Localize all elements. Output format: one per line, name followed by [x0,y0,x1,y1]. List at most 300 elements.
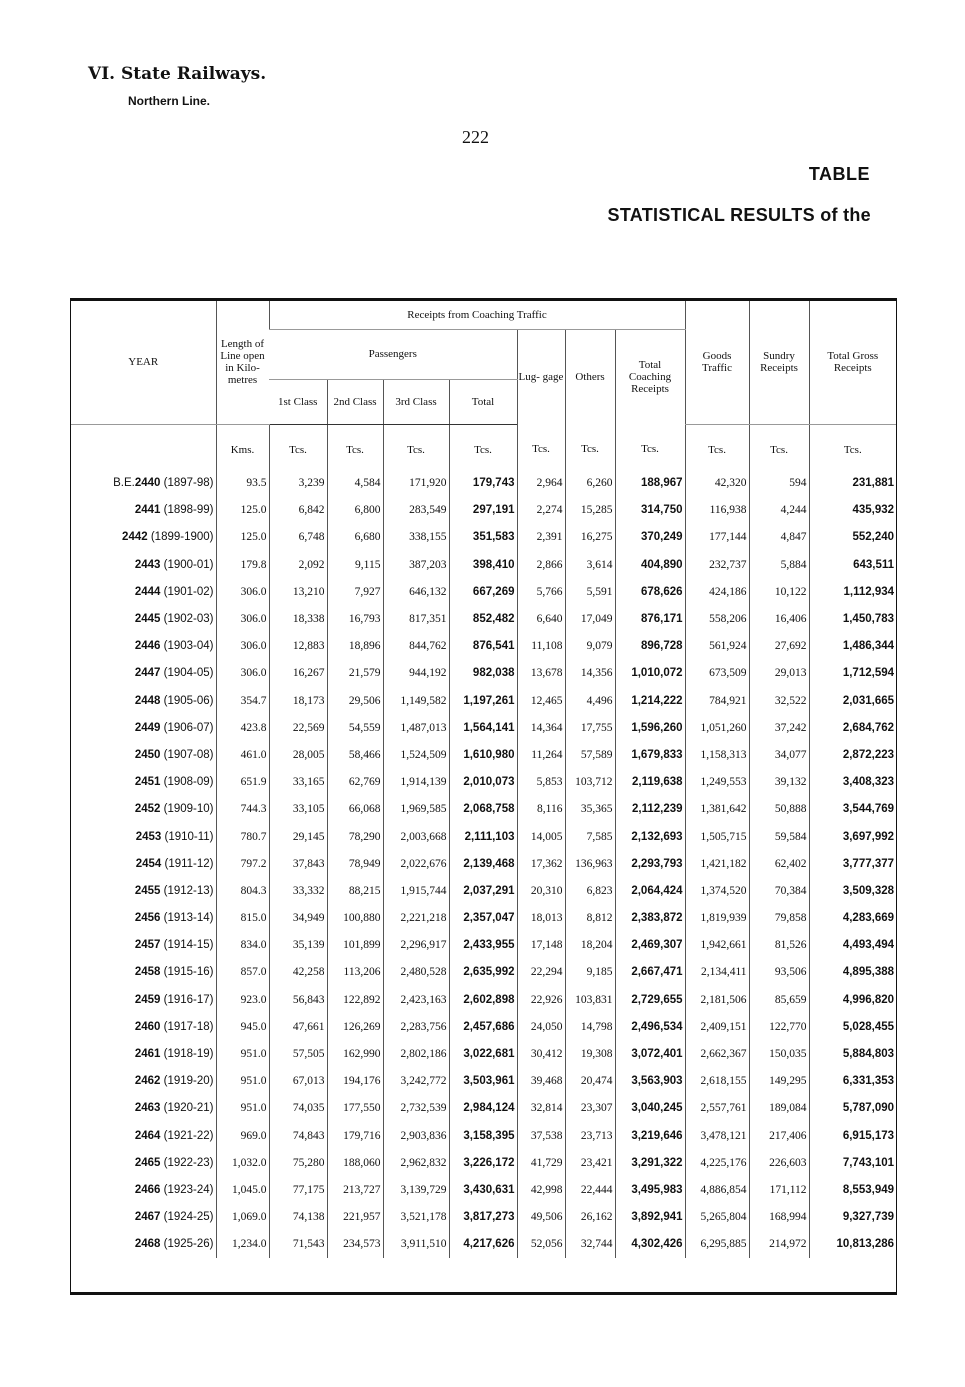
luggage-cell: 20,310 [517,877,565,904]
table-row [71,497,896,524]
gross-cell: 1,112,934 [809,578,896,605]
length-cell: 354.7 [216,687,269,714]
goods-cell: 3,478,121 [685,1122,749,1149]
table-row [71,986,896,1013]
others-cell: 32,744 [565,1231,615,1258]
second-class-cell: 101,899 [327,932,383,959]
passengers-total-cell: 2,139,468 [449,850,517,877]
gross-cell: 2,684,762 [809,714,896,741]
others-cell: 8,812 [565,905,615,932]
first-class-cell: 74,035 [269,1095,327,1122]
sundry-cell: 50,888 [749,796,809,823]
year-cell [71,687,216,714]
length-cell: 923.0 [216,986,269,1013]
passengers-total-cell: 398,410 [449,551,517,578]
second-class-cell: 21,579 [327,660,383,687]
gross-cell: 1,712,594 [809,660,896,687]
table-row [71,877,896,904]
gross-cell: 10,813,286 [809,1231,896,1258]
total-coaching-cell: 2,064,424 [615,877,685,904]
second-class-cell: 6,800 [327,497,383,524]
goods-cell: 2,557,761 [685,1095,749,1122]
year-cell [71,741,216,768]
year-cell [71,1231,216,1258]
length-cell: 93.5 [216,470,269,497]
total-coaching-cell: 2,496,534 [615,1013,685,1040]
third-class-cell: 1,915,744 [383,877,449,904]
gross-cell: 5,028,455 [809,1013,896,1040]
first-class-cell: 75,280 [269,1149,327,1176]
goods-cell: 116,938 [685,497,749,524]
total-coaching-cell: 2,667,471 [615,959,685,986]
second-class-cell: 54,559 [327,714,383,741]
table-row [71,823,896,850]
table-row [71,796,896,823]
others-cell: 6,823 [565,877,615,904]
others-cell: 103,831 [565,986,615,1013]
header-passengers-total: Total [449,379,517,424]
others-cell: 103,712 [565,769,615,796]
header-year: YEAR [71,301,216,424]
year-cell [71,605,216,632]
buddhist-era-year: 2454 [135,857,162,870]
sundry-cell: 37,242 [749,714,809,741]
length-cell: 857.0 [216,959,269,986]
first-class-cell: 33,165 [269,769,327,796]
others-cell: 4,496 [565,687,615,714]
length-cell: 744.3 [216,796,269,823]
table-row [71,1095,896,1122]
total-coaching-cell: 188,967 [615,470,685,497]
first-class-cell: 33,105 [269,796,327,823]
passengers-total-cell: 2,635,992 [449,959,517,986]
goods-cell: 4,225,176 [685,1149,749,1176]
year-cell [71,1204,216,1231]
length-cell: 969.0 [216,1122,269,1149]
total-coaching-cell: 2,293,793 [615,850,685,877]
table-label: TABLE [808,164,870,184]
table-subtitle: STATISTICAL RESULTS of the [607,205,871,225]
buddhist-era-year: 2468 [134,1238,161,1251]
header-length: Length of Line open in Kilo- metres [216,301,269,424]
buddhist-era-year: 2446 [134,640,161,653]
passengers-total-cell: 2,010,073 [449,769,517,796]
first-class-cell: 37,843 [269,850,327,877]
year-cell [71,932,216,959]
table-row [71,1040,896,1067]
third-class-cell: 338,155 [383,524,449,551]
unit-cell [71,424,216,470]
third-class-cell: 1,149,582 [383,687,449,714]
goods-cell: 2,662,367 [685,1040,749,1067]
year-cell [71,1068,216,1095]
table-row [71,769,896,796]
unit-cell: Tcs. [749,424,809,470]
first-class-cell: 16,267 [269,660,327,687]
length-cell: 1,234.0 [216,1231,269,1258]
passengers-total-cell: 1,610,980 [449,741,517,768]
others-cell: 20,474 [565,1068,615,1095]
passengers-total-cell: 2,433,955 [449,932,517,959]
sundry-cell: 217,406 [749,1122,809,1149]
sundry-cell: 27,692 [749,633,809,660]
year-period: (1898-99) [163,504,214,517]
luggage-cell: 17,148 [517,932,565,959]
luggage-cell: 12,465 [517,687,565,714]
first-class-cell: 74,138 [269,1204,327,1231]
passengers-total-cell: 4,217,626 [449,1231,517,1258]
gross-cell: 6,915,173 [809,1122,896,1149]
year-cell [71,660,216,687]
year-period: (1919-20) [163,1075,214,1088]
total-coaching-cell: 3,892,941 [615,1204,685,1231]
gross-cell: 2,031,665 [809,687,896,714]
year-cell [71,796,216,823]
total-coaching-cell: 2,112,239 [615,796,685,823]
gross-cell: 6,331,353 [809,1068,896,1095]
year-cell [71,877,216,904]
sundry-cell: 4,244 [749,497,809,524]
total-coaching-cell: 2,729,655 [615,986,685,1013]
passengers-total-cell: 2,602,898 [449,986,517,1013]
luggage-cell: 30,412 [517,1040,565,1067]
length-cell: 951.0 [216,1095,269,1122]
unit-cell: Tcs. [809,424,896,470]
buddhist-era-year: 2450 [134,748,161,761]
table-row [71,660,896,687]
length-cell: 306.0 [216,578,269,605]
others-cell: 3,614 [565,551,615,578]
third-class-cell: 283,549 [383,497,449,524]
luggage-cell: 11,264 [517,741,565,768]
unit-cell: Tcs. [449,424,517,470]
third-class-cell: 2,962,832 [383,1149,449,1176]
passengers-total-cell: 3,817,273 [449,1204,517,1231]
second-class-cell: 7,927 [327,578,383,605]
second-class-cell: 234,573 [327,1231,383,1258]
total-coaching-cell: 3,219,646 [615,1122,685,1149]
total-coaching-cell: 4,302,426 [615,1231,685,1258]
gross-cell: 5,884,803 [809,1040,896,1067]
buddhist-era-year: 2463 [134,1102,161,1115]
sundry-cell: 189,084 [749,1095,809,1122]
year-period: (1923-24) [163,1183,214,1196]
total-coaching-cell: 2,119,638 [615,769,685,796]
year-period: (1904-05) [163,667,214,680]
total-coaching-cell: 3,563,903 [615,1068,685,1095]
buddhist-era-year: 2452 [134,803,161,816]
buddhist-era-year: 2464 [134,1129,161,1142]
others-cell: 136,963 [565,850,615,877]
year-period: (1902-03) [163,613,214,626]
year-prefix: B.E. [113,477,135,490]
passengers-total-cell: 3,022,681 [449,1040,517,1067]
goods-cell: 558,206 [685,605,749,632]
goods-cell: 673,509 [685,660,749,687]
year-period: (1910-11) [164,830,214,843]
others-cell: 14,798 [565,1013,615,1040]
goods-cell: 784,921 [685,687,749,714]
goods-cell: 1,051,260 [685,714,749,741]
luggage-cell: 2,274 [517,497,565,524]
passengers-total-cell: 2,984,124 [449,1095,517,1122]
second-class-cell: 9,115 [327,551,383,578]
gross-cell: 3,697,992 [809,823,896,850]
year-cell [71,714,216,741]
total-coaching-cell: 1,679,833 [615,741,685,768]
luggage-cell: 14,364 [517,714,565,741]
header-sundry: Sundry Receipts [749,301,809,424]
luggage-cell: 13,678 [517,660,565,687]
length-cell: 1,069.0 [216,1204,269,1231]
year-period: (1917-18) [163,1020,214,1033]
third-class-cell: 1,487,013 [383,714,449,741]
gross-cell: 4,283,669 [809,905,896,932]
luggage-cell: 2,391 [517,524,565,551]
others-cell: 9,079 [565,633,615,660]
unit-cell: Tcs. [565,424,615,470]
third-class-cell: 646,132 [383,578,449,605]
goods-cell: 2,409,151 [685,1013,749,1040]
buddhist-era-year: 2445 [134,613,161,626]
goods-cell: 1,421,182 [685,850,749,877]
header-goods: Goods Traffic [685,301,749,424]
header-gross: Total Gross Receipts [809,301,896,424]
goods-cell: 4,886,854 [685,1176,749,1203]
buddhist-era-year: 2462 [134,1075,161,1088]
luggage-cell: 11,108 [517,633,565,660]
third-class-cell: 2,423,163 [383,986,449,1013]
luggage-cell: 6,640 [517,605,565,632]
total-coaching-cell: 3,072,401 [615,1040,685,1067]
buddhist-era-year: 2457 [134,939,161,952]
year-period: (1897-98) [163,477,214,490]
year-cell [71,524,216,551]
statistical-table-frame [70,298,897,1295]
goods-cell: 1,381,642 [685,796,749,823]
buddhist-era-year: 2449 [134,721,161,734]
others-cell: 19,308 [565,1040,615,1067]
section-title: VI. State Railways. [88,64,267,84]
luggage-cell: 18,013 [517,905,565,932]
gross-cell: 7,743,101 [809,1149,896,1176]
passengers-total-cell: 297,191 [449,497,517,524]
gross-cell: 8,553,949 [809,1176,896,1203]
length-cell: 125.0 [216,524,269,551]
sundry-cell: 594 [749,470,809,497]
gross-cell: 2,872,223 [809,741,896,768]
year-period: (1913-14) [163,912,214,925]
third-class-cell: 844,762 [383,633,449,660]
header-others: Others [565,329,615,424]
gross-cell: 231,881 [809,470,896,497]
goods-cell: 6,295,885 [685,1231,749,1258]
buddhist-era-year: 2442 [122,531,148,544]
table-row [71,1176,896,1203]
buddhist-era-year: 2448 [134,694,161,707]
luggage-cell: 37,538 [517,1122,565,1149]
length-cell: 951.0 [216,1068,269,1095]
second-class-cell: 62,769 [327,769,383,796]
others-cell: 5,591 [565,578,615,605]
goods-cell: 1,819,939 [685,905,749,932]
sundry-cell: 93,506 [749,959,809,986]
sundry-cell: 150,035 [749,1040,809,1067]
unit-cell: Tcs. [383,424,449,470]
luggage-cell: 2,964 [517,470,565,497]
second-class-cell: 194,176 [327,1068,383,1095]
header-total-coaching: Total Coaching Receipts [615,329,685,424]
passengers-total-cell: 2,357,047 [449,905,517,932]
others-cell: 35,365 [565,796,615,823]
gross-cell: 643,511 [809,551,896,578]
year-period: (1924-25) [163,1211,214,1224]
luggage-cell: 24,050 [517,1013,565,1040]
length-cell: 815.0 [216,905,269,932]
second-class-cell: 58,466 [327,741,383,768]
first-class-cell: 71,543 [269,1231,327,1258]
second-class-cell: 100,880 [327,905,383,932]
year-cell [71,551,216,578]
table-row [71,1149,896,1176]
first-class-cell: 6,842 [269,497,327,524]
third-class-cell: 2,221,218 [383,905,449,932]
luggage-cell: 2,866 [517,551,565,578]
first-class-cell: 18,173 [269,687,327,714]
first-class-cell: 29,145 [269,823,327,850]
year-cell [71,497,216,524]
goods-cell: 5,265,804 [685,1204,749,1231]
third-class-cell: 2,903,836 [383,1122,449,1149]
total-coaching-cell: 3,040,245 [615,1095,685,1122]
goods-cell: 1,942,661 [685,932,749,959]
buddhist-era-year: 2456 [134,912,161,925]
luggage-cell: 49,506 [517,1204,565,1231]
total-coaching-cell: 1,214,222 [615,687,685,714]
unit-cell: Tcs. [269,424,327,470]
gross-cell: 1,450,783 [809,605,896,632]
first-class-cell: 18,338 [269,605,327,632]
sundry-cell: 10,122 [749,578,809,605]
first-class-cell: 6,748 [269,524,327,551]
length-cell: 306.0 [216,660,269,687]
length-cell: 834.0 [216,932,269,959]
passengers-total-cell: 852,482 [449,605,517,632]
gross-cell: 552,240 [809,524,896,551]
first-class-cell: 42,258 [269,959,327,986]
first-class-cell: 3,239 [269,470,327,497]
third-class-cell: 1,914,139 [383,769,449,796]
third-class-cell: 1,969,585 [383,796,449,823]
third-class-cell: 2,283,756 [383,1013,449,1040]
first-class-cell: 57,505 [269,1040,327,1067]
length-cell: 1,032.0 [216,1149,269,1176]
table-row [71,741,896,768]
sundry-cell: 149,295 [749,1068,809,1095]
third-class-cell: 3,521,178 [383,1204,449,1231]
second-class-cell: 4,584 [327,470,383,497]
third-class-cell: 2,022,676 [383,850,449,877]
second-class-cell: 162,990 [327,1040,383,1067]
luggage-cell: 41,729 [517,1149,565,1176]
gross-cell: 3,509,328 [809,877,896,904]
year-period: (1922-23) [163,1156,214,1169]
luggage-cell: 32,814 [517,1095,565,1122]
gross-cell: 3,408,323 [809,769,896,796]
luggage-cell: 14,005 [517,823,565,850]
goods-cell: 177,144 [685,524,749,551]
gross-cell: 1,486,344 [809,633,896,660]
header-third-class: 3rd Class [383,379,449,424]
year-cell [71,1040,216,1067]
first-class-cell: 35,139 [269,932,327,959]
goods-cell: 2,134,411 [685,959,749,986]
second-class-cell: 29,506 [327,687,383,714]
unit-cell: Kms. [216,424,269,470]
length-cell: 797.2 [216,850,269,877]
table-row [71,714,896,741]
length-cell: 1,045.0 [216,1176,269,1203]
gross-cell: 4,493,494 [809,932,896,959]
first-class-cell: 22,569 [269,714,327,741]
passengers-total-cell: 667,269 [449,578,517,605]
third-class-cell: 2,003,668 [383,823,449,850]
gross-cell: 4,996,820 [809,986,896,1013]
others-cell: 23,307 [565,1095,615,1122]
others-cell: 26,162 [565,1204,615,1231]
second-class-cell: 6,680 [327,524,383,551]
buddhist-era-year: 2460 [134,1020,161,1033]
third-class-cell: 817,351 [383,605,449,632]
others-cell: 23,421 [565,1149,615,1176]
first-class-cell: 13,210 [269,578,327,605]
others-cell: 9,185 [565,959,615,986]
others-cell: 16,275 [565,524,615,551]
others-cell: 57,589 [565,741,615,768]
year-period: (1908-09) [163,776,214,789]
second-class-cell: 88,215 [327,877,383,904]
table-row [71,1204,896,1231]
luggage-cell: 17,362 [517,850,565,877]
total-coaching-cell: 1,596,260 [615,714,685,741]
goods-cell: 1,158,313 [685,741,749,768]
gross-cell: 435,932 [809,497,896,524]
sundry-cell: 5,884 [749,551,809,578]
goods-cell: 1,505,715 [685,823,749,850]
second-class-cell: 122,892 [327,986,383,1013]
passengers-total-cell: 982,038 [449,660,517,687]
buddhist-era-year: 2443 [134,558,161,571]
passengers-total-cell: 1,564,141 [449,714,517,741]
table-row [71,633,896,660]
year-cell [71,850,216,877]
sundry-cell: 32,522 [749,687,809,714]
first-class-cell: 56,843 [269,986,327,1013]
buddhist-era-year: 2451 [134,776,161,789]
table-row [71,687,896,714]
first-class-cell: 2,092 [269,551,327,578]
luggage-cell: 5,766 [517,578,565,605]
table-row [71,1231,896,1258]
length-cell: 306.0 [216,633,269,660]
others-cell: 7,585 [565,823,615,850]
luggage-cell: 52,056 [517,1231,565,1258]
table-row [71,605,896,632]
buddhist-era-year: 2458 [134,966,161,979]
table-row [71,551,896,578]
passengers-total-cell: 3,430,631 [449,1176,517,1203]
year-period: (1921-22) [163,1129,214,1142]
